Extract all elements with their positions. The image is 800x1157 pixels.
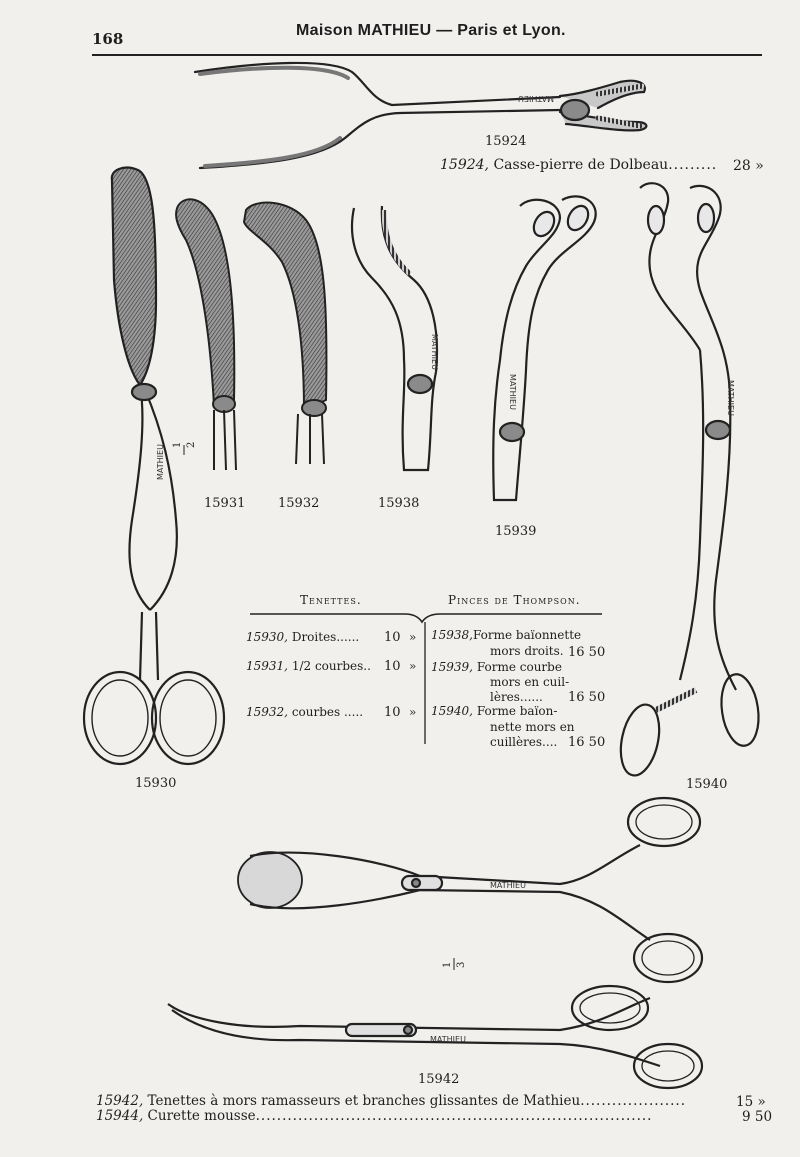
row-name: courbes .....	[291, 705, 364, 719]
item-ref: 15924,	[440, 157, 489, 173]
figure-15931-half-curved-jaw-engraving	[176, 199, 236, 470]
footer-price-15942: 15 »	[736, 1094, 766, 1110]
maker-stamp-15924: MATHIEU	[518, 94, 554, 103]
row-ref: 15939,	[431, 660, 473, 674]
scale-third-numerator: 1	[442, 961, 453, 968]
figure-label-15924: 15924	[485, 134, 527, 149]
table-row-15930	[246, 630, 359, 644]
scale-half-denominator: 2	[186, 441, 197, 448]
table-header-pinces-thompson: Pinces de Thompson.	[448, 593, 581, 607]
item-dots: .........	[668, 157, 718, 173]
table-header-tenettes: Tenettes.	[300, 593, 362, 607]
figure-15939-spoon-jaw-forceps-engraving	[493, 196, 595, 500]
row-ref: 15938,	[431, 628, 473, 642]
scale-third-mark	[442, 958, 467, 970]
figure-label-15931: 15931	[204, 496, 246, 511]
row-ref: 15931,	[246, 659, 288, 673]
table-row-15932	[246, 705, 363, 719]
figure-15938-bayonet-forceps-engraving	[352, 206, 437, 470]
figure-label-15930: 15930	[135, 776, 177, 791]
figure-15932-curved-jaw-engraving	[244, 203, 326, 464]
figure-label-15939: 15939	[495, 524, 537, 539]
row-unit-15931: »	[409, 659, 417, 673]
maker-stamp-15939: MATHIEU	[508, 374, 517, 410]
footer-dots: ...........................................................................	[255, 1108, 653, 1124]
figure-15942-upper-tenette-engraving	[238, 798, 702, 982]
row-price-15932: 10	[384, 705, 401, 720]
row-unit-15930: »	[409, 630, 417, 644]
row-line3-15940: cuillères....	[490, 735, 558, 749]
scale-half-mark	[172, 442, 197, 455]
maker-stamp-15942-upper: MATHIEU	[490, 881, 526, 890]
figure-label-15938: 15938	[378, 496, 420, 511]
figure-15924-lithotrite-engraving	[195, 63, 646, 168]
row-price-15938: 16 50	[568, 645, 606, 660]
row-price-15940: 16 50	[568, 735, 606, 750]
row-name: Droites......	[291, 630, 360, 644]
row-line2-15939: mors en cuil-	[490, 675, 570, 689]
row-line1: Forme baïon-	[476, 704, 558, 718]
row-ref: 15940,	[431, 704, 473, 718]
row-line1: Forme baïonnette	[473, 628, 582, 642]
scale-half-numerator: 1	[172, 441, 183, 448]
page-number: 168	[92, 30, 124, 48]
running-title: Maison MATHIEU — Paris et Lyon.	[296, 22, 566, 39]
table-row-15940	[431, 704, 557, 718]
maker-stamp-15942-lower: MATHIEU	[430, 1035, 466, 1044]
row-line2-15940: nette mors en	[490, 720, 575, 734]
figure-15940-bayonet-spoon-forceps-engraving	[615, 183, 763, 779]
figure-label-15942: 15942	[418, 1072, 460, 1087]
footer-text: Curette mousse	[147, 1108, 256, 1124]
footer-text: Tenettes à mors ramasseurs et branches glissantes de Mathieu	[147, 1093, 581, 1109]
row-price-15930: 10	[384, 630, 401, 645]
maker-stamp-15938: MATHIEU	[430, 334, 439, 370]
footer-ref: 15944,	[96, 1108, 144, 1124]
figure-label-15932: 15932	[278, 496, 320, 511]
row-name: 1/2 courbes..	[291, 659, 371, 673]
footer-ref: 15942,	[96, 1093, 144, 1109]
table-row-15939	[431, 660, 562, 674]
row-unit-15932: »	[409, 705, 417, 719]
item-name: Casse-pierre de Dolbeau	[493, 157, 669, 173]
figure-label-15940: 15940	[686, 777, 728, 792]
maker-stamp-15940: MATHIEU	[726, 380, 735, 416]
item-price-15924: 28 »	[733, 158, 764, 174]
table-row-15931	[246, 659, 371, 673]
row-price-15939: 16 50	[568, 690, 606, 705]
table-row-15938	[431, 628, 581, 642]
row-ref: 15930,	[246, 630, 288, 644]
row-ref: 15932,	[246, 705, 288, 719]
row-price-15931: 10	[384, 659, 401, 674]
footer-line-15942	[96, 1093, 686, 1109]
row-line2-15938: mors droits.	[490, 644, 564, 658]
row-line3-15939: lères......	[490, 690, 543, 704]
scale-third-denominator: 3	[456, 961, 467, 968]
item-line-15924	[440, 157, 717, 173]
footer-dots: ....................	[580, 1093, 687, 1109]
footer-line-15944	[96, 1108, 652, 1124]
footer-price-15944: 9 50	[742, 1109, 773, 1125]
row-line1: Forme courbe	[476, 660, 562, 674]
maker-stamp-15930: MATHIEU	[156, 444, 165, 480]
